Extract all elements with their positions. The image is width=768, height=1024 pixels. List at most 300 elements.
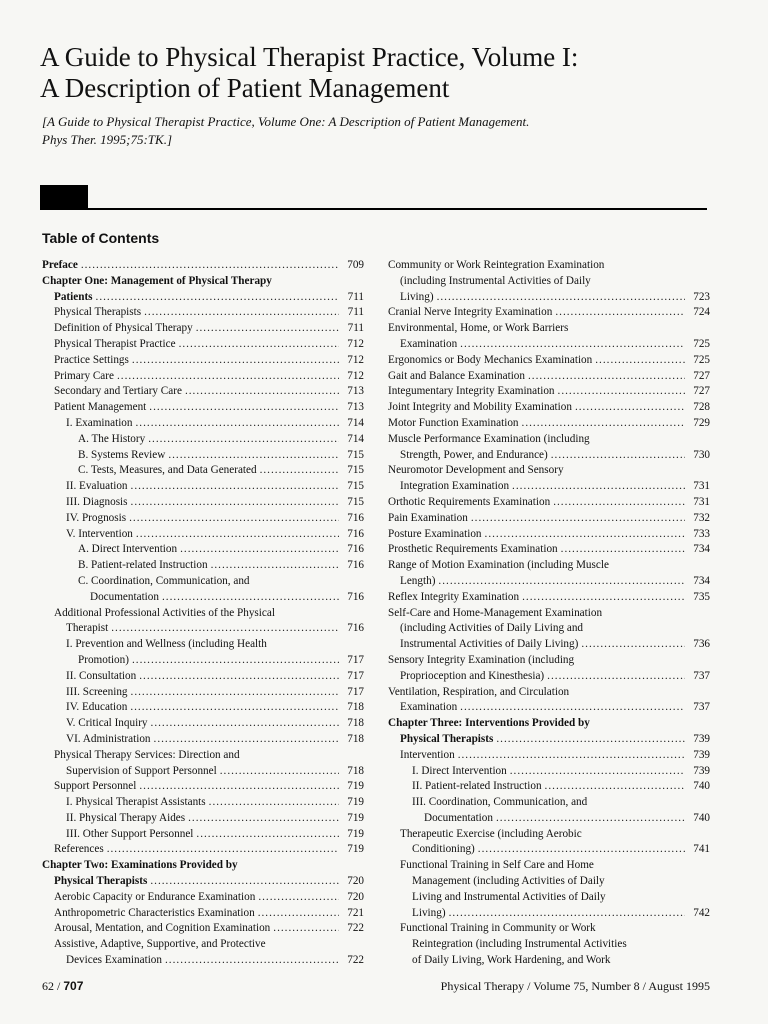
toc-entry <box>42 621 364 637</box>
toc-entry-title: Practice Settings <box>54 353 129 366</box>
toc-entry-title: Integumentary Integrity Examination <box>388 385 555 398</box>
article-title <box>40 42 740 104</box>
toc-entry-page: 731 <box>693 495 710 508</box>
toc-dot-leader <box>512 479 685 495</box>
toc-dot-leader <box>131 495 339 511</box>
toc-entry-title: Environmental, Home, or Work Barriers <box>388 322 569 335</box>
toc-entry <box>42 953 364 969</box>
toc-entry-page: 725 <box>693 353 710 366</box>
toc-entry-page: 715 <box>347 464 364 477</box>
toc-entry-title: Community or Work Reintegration Examination <box>388 259 605 271</box>
toc-entry-page: 723 <box>693 290 710 303</box>
toc-entry-title: II. Physical Therapy Aides <box>66 811 186 824</box>
toc-dot-leader <box>258 890 339 906</box>
toc-entry <box>42 858 364 874</box>
toc-entry-page: 732 <box>693 511 710 524</box>
toc-entry <box>388 811 710 827</box>
toc-entry <box>388 669 710 685</box>
toc-entry-page: 717 <box>347 685 364 698</box>
toc-entry-title: Secondary and Tertiary Care <box>54 385 182 398</box>
toc-entry-page: 741 <box>693 843 710 856</box>
toc-entry-page: 725 <box>693 337 710 350</box>
toc-dot-leader <box>211 558 339 574</box>
toc-entry <box>42 448 364 464</box>
toc-dot-leader <box>136 527 339 543</box>
toc-entry-title: Pain Examination <box>388 511 468 524</box>
toc-entry <box>388 448 710 464</box>
toc-entry-page: 713 <box>347 385 364 398</box>
toc-entry-title: III. Diagnosis <box>66 495 128 508</box>
toc-dot-leader <box>437 290 685 306</box>
toc-entry <box>42 637 364 653</box>
toc-entry-page: 717 <box>347 653 364 666</box>
toc-entry-title: Therapist <box>66 622 109 635</box>
toc-dot-leader <box>555 305 685 321</box>
toc-dot-leader <box>558 384 685 400</box>
citation <box>42 113 732 149</box>
toc-entry <box>42 511 364 527</box>
toc-dot-leader <box>154 732 339 748</box>
toc-entry-page: 719 <box>347 796 364 809</box>
horizontal-rule <box>40 208 707 210</box>
toc-entry-title: Neuromotor Development and Sensory <box>388 464 564 477</box>
toc-entry-page: 712 <box>347 369 364 382</box>
toc-entry-title: Instrumental Activities of Daily Living) <box>400 638 579 651</box>
toc-entry-page: 739 <box>693 748 710 761</box>
toc-dot-leader <box>179 337 339 353</box>
toc-entry <box>388 685 710 701</box>
toc-entry <box>388 779 710 795</box>
toc-entry-title: Physical Therapist Practice <box>54 337 176 350</box>
toc-dot-leader <box>117 369 339 385</box>
toc-entry <box>388 842 710 858</box>
toc-entry-title: Living) <box>412 906 446 919</box>
toc-entry-title: Patients <box>54 290 93 303</box>
toc-entry-title: Conditioning) <box>412 843 475 856</box>
toc-entry-title: II. Consultation <box>66 669 137 682</box>
toc-entry <box>388 337 710 353</box>
toc-dot-leader <box>595 353 685 369</box>
toc-dot-leader <box>547 669 685 685</box>
toc-entry-title: Additional Professional Activities of the Physical <box>54 606 275 619</box>
toc-entry-page: 719 <box>347 827 364 840</box>
toc-entry <box>42 890 364 906</box>
toc-entry-title: Documentation <box>90 590 159 603</box>
toc-dot-leader <box>196 827 339 843</box>
toc-entry-title: Assistive, Adaptive, Supportive, and Protective <box>54 938 266 951</box>
toc-entry-page: 711 <box>347 306 364 319</box>
toc-entry-title: I. Direct Intervention <box>412 764 507 777</box>
toc-entry-page: 740 <box>693 811 710 824</box>
section-marker-block <box>40 185 88 208</box>
toc-dot-leader <box>148 432 339 448</box>
toc-entry-page: 735 <box>693 590 710 603</box>
toc-entry-title: Therapeutic Exercise (including Aerobic <box>400 827 582 840</box>
toc-dot-leader <box>180 542 339 558</box>
toc-entry-page: 722 <box>347 954 364 967</box>
toc-dot-leader <box>551 448 685 464</box>
toc-entry-page: 709 <box>347 259 364 271</box>
toc-dot-leader <box>81 258 339 274</box>
toc-dot-leader <box>449 906 685 922</box>
toc-entry <box>42 321 364 337</box>
toc-entry <box>42 748 364 764</box>
toc-dot-leader <box>130 700 339 716</box>
toc-entry-title: Physical Therapists <box>400 732 494 745</box>
toc-entry-title: Supervision of Support Personnel <box>66 764 217 777</box>
toc-entry-title: Sensory Integrity Examination (including <box>388 653 575 666</box>
toc-entry-page: 737 <box>693 701 710 714</box>
toc-entry-title: Joint Integrity and Mobility Examination <box>388 401 572 414</box>
toc-entry-page: 719 <box>347 811 364 824</box>
toc-entry-title: of Daily Living, Work Hardening, and Work <box>412 954 611 967</box>
toc-entry <box>388 621 710 637</box>
toc-entry-page: 724 <box>693 306 710 319</box>
toc-entry-page: 716 <box>347 590 364 603</box>
toc-entry <box>388 700 710 716</box>
footer-journal-info: Physical Therapy / Volume 75, Number 8 / August 1995 <box>440 979 710 993</box>
toc-entry <box>42 795 364 811</box>
toc-entry <box>388 290 710 306</box>
toc-entry-page: 736 <box>693 638 710 651</box>
toc-entry-page: 715 <box>347 495 364 508</box>
toc-entry <box>388 590 710 606</box>
toc-entry <box>42 337 364 353</box>
toc-dot-leader <box>485 527 685 543</box>
toc-entry <box>42 716 364 732</box>
toc-entry-page: 718 <box>347 732 364 745</box>
toc-entry <box>42 495 364 511</box>
toc-dot-leader <box>144 305 339 321</box>
toc-dot-leader <box>132 653 339 669</box>
toc-entry <box>42 479 364 495</box>
toc-entry <box>42 290 364 306</box>
toc-entry <box>42 937 364 953</box>
toc-entry-title: V. Intervention <box>66 527 133 540</box>
toc-dot-leader <box>510 764 685 780</box>
toc-entry-page: 715 <box>347 480 364 493</box>
toc-entry-page: 714 <box>347 416 364 429</box>
toc-entry-title: Length) <box>400 574 436 587</box>
toc-entry-title: Aerobic Capacity or Endurance Examination <box>54 890 256 903</box>
toc-entry <box>388 827 710 843</box>
toc-entry <box>388 637 710 653</box>
toc-entry-page: 716 <box>347 543 364 556</box>
toc-entry <box>388 653 710 669</box>
toc-entry <box>388 274 710 290</box>
toc-dot-leader <box>132 353 339 369</box>
toc-entry-title: IV. Education <box>66 701 128 714</box>
toc-entry <box>388 542 710 558</box>
toc-entry-page: 716 <box>347 527 364 540</box>
toc-dot-leader <box>522 416 685 432</box>
toc-entry-page: 711 <box>347 322 364 335</box>
toc-entry <box>388 321 710 337</box>
toc-entry <box>42 258 364 274</box>
toc-entry <box>42 463 364 479</box>
citation-line-2: Phys Ther. 1995;75:TK.] <box>42 132 173 147</box>
toc-entry-page: 716 <box>347 622 364 635</box>
toc-entry-title: C. Tests, Measures, and Data Generated <box>78 464 257 477</box>
toc-left-column <box>42 258 364 969</box>
footer-page-number <box>42 979 83 994</box>
toc-dot-leader <box>131 479 339 495</box>
toc-entry-title: Ventilation, Respiration, and Circulation <box>388 685 570 698</box>
toc-entry-title: I. Examination <box>66 416 133 429</box>
toc-entry <box>42 764 364 780</box>
toc-entry <box>42 779 364 795</box>
toc-entry <box>42 542 364 558</box>
toc-entry-title: Cranial Nerve Integrity Examination <box>388 306 553 319</box>
toc-dot-leader <box>581 637 685 653</box>
toc-entry-title: Definition of Physical Therapy <box>54 322 193 335</box>
toc-dot-leader <box>149 400 339 416</box>
toc-entry <box>388 353 710 369</box>
toc-entry-title: IV. Prognosis <box>66 511 127 524</box>
toc-dot-leader <box>478 842 685 858</box>
toc-entry-title: B. Patient-related Instruction <box>78 559 208 572</box>
toc-entry-title: Prosthetic Requirements Examination <box>388 543 558 556</box>
toc-entry <box>388 906 710 922</box>
toc-dot-leader <box>162 590 339 606</box>
toc-entry-page: 713 <box>347 401 364 414</box>
toc-dot-leader <box>258 906 339 922</box>
toc-entry-title: II. Patient-related Instruction <box>412 780 542 793</box>
toc-entry-title: Posture Examination <box>388 527 482 540</box>
toc-dot-leader <box>151 716 339 732</box>
toc-dot-leader <box>460 337 685 353</box>
toc-entry-page: 728 <box>693 401 710 414</box>
toc-dot-leader <box>220 764 339 780</box>
toc-entry <box>42 921 364 937</box>
toc-entry-page: 711 <box>347 290 364 303</box>
toc-dot-leader <box>260 463 339 479</box>
toc-entry <box>388 511 710 527</box>
toc-entry-title: Proprioception and Kinesthesia) <box>400 669 545 682</box>
toc-entry-title: Functional Training in Self Care and Home <box>400 859 594 872</box>
toc-entry-title: Functional Training in Community or Work <box>400 922 596 935</box>
toc-entry <box>42 416 364 432</box>
toc-entry-title: B. Systems Review <box>78 448 166 461</box>
toc-entry-title: III. Screening <box>66 685 128 698</box>
toc-entry <box>388 921 710 937</box>
toc-entry <box>42 653 364 669</box>
toc-entry <box>388 527 710 543</box>
toc-heading: Table of Contents <box>42 230 160 246</box>
toc-dot-leader <box>139 669 339 685</box>
toc-entry <box>42 811 364 827</box>
toc-entry-title: C. Coordination, Communication, and <box>78 574 250 587</box>
toc-entry <box>388 732 710 748</box>
toc-entry-title: Muscle Performance Examination (including <box>388 432 590 445</box>
toc-entry-page: 714 <box>347 432 364 445</box>
toc-entry <box>388 858 710 874</box>
toc-entry-page: 731 <box>693 480 710 493</box>
toc-entry <box>42 906 364 922</box>
toc-entry-page: 729 <box>693 416 710 429</box>
toc-entry-page: 730 <box>693 448 710 461</box>
toc-entry <box>42 432 364 448</box>
toc-dot-leader <box>188 811 339 827</box>
toc-dot-leader <box>185 384 339 400</box>
toc-entry-title: Self-Care and Home-Management Examination <box>388 606 603 619</box>
toc-entry <box>388 606 710 622</box>
toc-entry-title: Patient Management <box>54 401 147 414</box>
toc-entry <box>388 748 710 764</box>
toc-entry-title: Living and Instrumental Activities of Daily <box>412 890 606 903</box>
toc-dot-leader <box>196 321 339 337</box>
toc-entry-title: Examination <box>400 701 458 714</box>
toc-entry <box>388 432 710 448</box>
toc-entry-title: Support Personnel <box>54 780 137 793</box>
toc-entry-page: 715 <box>347 448 364 461</box>
toc-entry <box>388 764 710 780</box>
toc-entry-title: Living) <box>400 290 434 303</box>
toc-entry <box>42 353 364 369</box>
toc-entry <box>42 558 364 574</box>
toc-dot-leader <box>460 700 685 716</box>
toc-dot-leader <box>273 921 339 937</box>
toc-entry <box>42 274 364 290</box>
toc-dot-leader <box>131 685 339 701</box>
toc-entry-title: Management (including Activities of Daily <box>412 875 605 888</box>
toc-entry-page: 742 <box>693 906 710 919</box>
toc-dot-leader <box>111 621 339 637</box>
toc-entry <box>388 890 710 906</box>
toc-entry-page: 727 <box>693 385 710 398</box>
toc-dot-leader <box>575 400 685 416</box>
toc-entry-title: Chapter One: Management of Physical Therapy <box>42 274 272 287</box>
toc-entry-page: 719 <box>347 780 364 793</box>
toc-entry-title: References <box>54 843 104 856</box>
toc-entry-title: Devices Examination <box>66 954 162 967</box>
toc-dot-leader <box>553 495 685 511</box>
toc-entry-title: Documentation <box>424 811 493 824</box>
toc-entry <box>388 874 710 890</box>
toc-entry <box>388 258 710 274</box>
toc-entry-title: Arousal, Mentation, and Cognition Examination <box>54 922 271 935</box>
toc-entry <box>388 953 710 969</box>
toc-entry <box>42 732 364 748</box>
footer-page-bold: 707 <box>63 979 84 993</box>
toc-entry-title: II. Evaluation <box>66 480 128 493</box>
toc-dot-leader <box>471 511 685 527</box>
toc-entry-page: 717 <box>347 669 364 682</box>
toc-entry <box>388 937 710 953</box>
toc-entry-page: 721 <box>347 906 364 919</box>
toc-entry-page: 720 <box>347 890 364 903</box>
toc-entry <box>42 369 364 385</box>
toc-entry-page: 719 <box>347 843 364 856</box>
toc-dot-leader <box>150 874 339 890</box>
toc-entry-page: 739 <box>693 764 710 777</box>
toc-dot-leader <box>496 732 685 748</box>
toc-entry-page: 718 <box>347 764 364 777</box>
toc-entry-title: Physical Therapists <box>54 306 142 319</box>
title-line-1: A Guide to Physical Therapist Practice, Volume I: <box>40 42 579 72</box>
toc-entry-page: 718 <box>347 701 364 714</box>
toc-entry-title: Chapter Three: Interventions Provided by <box>388 717 590 730</box>
toc-entry-title: Reintegration (including Instrumental Activities <box>412 938 627 951</box>
toc-entry-title: Gait and Balance Examination <box>388 369 525 382</box>
toc-entry <box>388 479 710 495</box>
toc-entry-title: Physical Therapy Services: Direction and <box>54 748 240 761</box>
toc-entry <box>388 795 710 811</box>
toc-dot-leader <box>438 574 685 590</box>
toc-entry <box>42 874 364 890</box>
toc-entry <box>42 827 364 843</box>
toc-entry-title: Ergonomics or Body Mechanics Examination <box>388 353 593 366</box>
toc-entry-page: 720 <box>347 875 364 888</box>
toc-dot-leader <box>168 448 339 464</box>
toc-entry <box>388 369 710 385</box>
toc-dot-leader <box>96 290 339 306</box>
toc-entry-title: Integration Examination <box>400 480 510 493</box>
toc-right-column <box>388 258 710 969</box>
toc-entry <box>42 400 364 416</box>
toc-entry <box>388 574 710 590</box>
toc-entry <box>42 685 364 701</box>
toc-entry-title: (including Activities of Daily Living and <box>400 622 584 635</box>
toc-entry-title: Strength, Power, and Endurance) <box>400 448 548 461</box>
toc-entry-title: Reflex Integrity Examination <box>388 590 520 603</box>
toc-entry-title: I. Prevention and Wellness (including Health <box>66 638 267 651</box>
toc-entry <box>42 574 364 590</box>
footer-page-prefix: 62 / <box>42 979 64 993</box>
toc-entry <box>388 716 710 732</box>
toc-dot-leader <box>545 779 685 795</box>
toc-entry <box>388 558 710 574</box>
toc-entry-page: 712 <box>347 353 364 366</box>
toc-entry-page: 734 <box>693 574 710 587</box>
toc-entry-page: 733 <box>693 527 710 540</box>
toc-entry-page: 712 <box>347 337 364 350</box>
toc-entry <box>388 495 710 511</box>
toc-dot-leader <box>136 416 340 432</box>
toc-dot-leader <box>522 590 685 606</box>
toc-entry-page: 740 <box>693 780 710 793</box>
toc-entry-title: (including Instrumental Activities of Daily <box>400 274 591 287</box>
toc-entry-title: III. Coordination, Communication, and <box>412 796 588 809</box>
toc-dot-leader <box>107 842 339 858</box>
toc-entry <box>388 400 710 416</box>
toc-entry <box>42 384 364 400</box>
toc-entry <box>42 305 364 321</box>
toc-dot-leader <box>209 795 339 811</box>
toc-dot-leader <box>561 542 685 558</box>
toc-entry-page: 716 <box>347 559 364 572</box>
toc-entry-title: VI. Administration <box>66 732 151 745</box>
toc-entry-page: 739 <box>693 732 710 745</box>
toc-dot-leader <box>129 511 339 527</box>
citation-line-1: [A Guide to Physical Therapist Practice, Volume One: A Description of Patient Management. <box>42 114 530 129</box>
toc-entry <box>388 384 710 400</box>
toc-entry-page: 716 <box>347 511 364 524</box>
toc-dot-leader <box>496 811 685 827</box>
toc-entry-title: Examination <box>400 337 458 350</box>
toc-entry-page: 718 <box>347 717 364 730</box>
toc-entry <box>42 700 364 716</box>
toc-entry <box>42 842 364 858</box>
toc-dot-leader <box>528 369 685 385</box>
toc-entry <box>42 669 364 685</box>
toc-dot-leader <box>139 779 339 795</box>
toc-entry-title: I. Physical Therapist Assistants <box>66 796 206 809</box>
toc-entry-title: Anthropometric Characteristics Examination <box>54 906 255 919</box>
toc-entry-title: Promotion) <box>78 653 129 666</box>
toc-entry <box>42 606 364 622</box>
toc-entry-title: A. The History <box>78 432 146 445</box>
